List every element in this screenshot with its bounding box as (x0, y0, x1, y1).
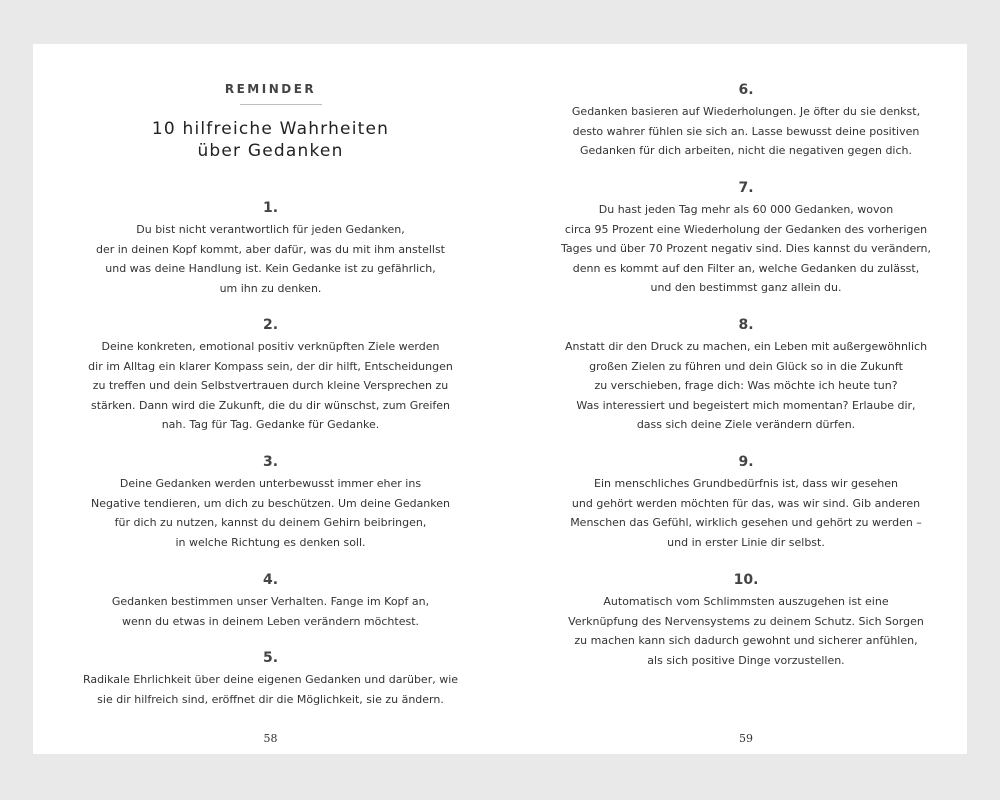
text-line: desto wahrer fühlen sie sich an. Lasse bewusst deine positiven (572, 124, 920, 138)
text-line: Gedanken bestimmen unser Verhalten. Fange im Kopf an, (111, 595, 430, 608)
title-line-1: 10 hilfreiche Wahrheiten (151, 119, 390, 139)
text-line: Automatisch vom Schlimmsten auszugehen ist eine (603, 595, 889, 608)
item-number: 1. (262, 200, 279, 216)
text-line: zu verschieben, frage dich: Was möchte ich heute tun? (594, 379, 898, 392)
text-line: Verknüpfung des Nervensystems zu deinem Schutz. Sich Sorgen (568, 614, 924, 628)
text-line: Du hast jeden Tag mehr als 60 000 Gedanken, wovon (598, 203, 894, 216)
text-line: und was deine Handlung ist. Kein Gedanke ist zu gefährlich, (105, 262, 436, 275)
text-line: Was interessiert und begeistert mich momentan? Erlaube dir, (576, 398, 916, 412)
item-number: 9. (738, 454, 754, 470)
reminder-label: REMINDER (224, 82, 317, 96)
truth-item-1 (58, 199, 483, 298)
book-spread (33, 44, 967, 754)
text-line: circa 95 Prozent eine Wiederholung der Gedanken des vorherigen (564, 222, 928, 236)
text-line: und in erster Linie dir selbst. (667, 535, 825, 549)
text-line: wenn du etwas in deinem Leben verändern möchtest. (121, 614, 420, 628)
truth-item-3 (58, 453, 483, 552)
truth-item-10 (541, 571, 951, 670)
text-line: Radikale Ehrlichkeit über deine eigenen Gedanken und darüber, wie (82, 673, 459, 686)
text-line: Deine konkreten, emotional positiv verknüpften Ziele werden (101, 340, 440, 353)
right-page (541, 44, 951, 754)
truth-item-2 (58, 316, 483, 435)
left-page (58, 44, 483, 754)
truth-item-9 (541, 453, 951, 552)
item-number: 7. (738, 180, 754, 196)
text-line: dass sich deine Ziele verändern dürfen. (636, 418, 856, 431)
text-line: Menschen das Gefühl, wirklich gesehen und gehört zu werden – (570, 516, 922, 529)
item-number: 6. (738, 82, 754, 98)
text-line: in welche Richtung es denken soll. (175, 535, 366, 549)
item-text (58, 220, 483, 298)
item-text (58, 670, 483, 709)
text-line: und gehört werden möchten für das, was wir sind. Gib anderen (571, 496, 921, 510)
item-number: 2. (262, 317, 279, 333)
text-line: Du bist nicht verantwortlich für jeden Gedanken, (136, 223, 405, 236)
item-text (541, 474, 951, 552)
text-line: der in deinen Kopf kommt, aber dafür, was du mit ihm anstellst (95, 242, 445, 256)
text-line: für dich zu nutzen, kannst du deinem Gehirn beibringen, (114, 516, 427, 529)
text-line: dir im Alltag ein klarer Kompass sein, der dir hilft, Entscheidungen (88, 359, 453, 373)
item-number: 4. (262, 572, 279, 588)
text-line: stärken. Dann wird die Zukunft, die du dir wünschst, zum Greifen (90, 398, 451, 412)
title-line-2: über Gedanken (197, 141, 344, 161)
item-number: 3. (262, 454, 279, 470)
item-number: 5. (262, 650, 279, 666)
truth-item-8 (541, 316, 951, 435)
text-line: Gedanken basieren auf Wiederholungen. Je öfter du sie denkst, (571, 105, 921, 118)
text-line: Ein menschliches Grundbedürfnis ist, dass wir gesehen (594, 477, 898, 490)
text-line: denn es kommt auf den Filter an, welche Gedanken du zulässt, (572, 261, 920, 275)
item-text (541, 337, 951, 435)
text-line: um ihn zu denken. (219, 281, 322, 295)
truth-item-6 (541, 81, 951, 161)
text-line: und den bestimmst ganz allein du. (650, 281, 842, 294)
item-number: 8. (738, 317, 754, 333)
text-line: als sich positive Dinge vorzustellen. (647, 653, 845, 667)
reminder-underline (240, 104, 322, 105)
item-text (58, 337, 483, 435)
item-text (58, 592, 483, 631)
page-number: 59 (739, 732, 753, 745)
item-text (541, 592, 951, 670)
text-line: zu treffen und dein Selbstvertrauen durch kleine Versprechen zu (92, 379, 449, 392)
text-line: großen Zielen zu führen und dein Glück so in die Zukunft (589, 359, 903, 373)
page-title (58, 118, 483, 162)
text-line: Gedanken für dich arbeiten, nicht die negativen gegen dich. (580, 144, 912, 157)
truth-item-4 (58, 571, 483, 631)
text-line: nah. Tag für Tag. Gedanke für Gedanke. (161, 418, 380, 431)
text-line: Deine Gedanken werden unterbewusst immer eher ins (119, 477, 422, 490)
truth-item-5 (58, 649, 483, 709)
text-line: Tages und über 70 Prozent negativ sind. Dies kannst du verändern, (560, 242, 932, 255)
item-text (541, 200, 951, 298)
truth-item-7 (541, 179, 951, 298)
text-line: zu machen kann sich dadurch gewohnt und sicherer anfühlen, (574, 634, 918, 647)
text-line: Anstatt dir den Druck zu machen, ein Leben mit außergewöhnlich (564, 340, 928, 353)
item-text (58, 474, 483, 552)
text-line: sie dir hilfreich sind, eröffnet dir die Möglichkeit, sie zu ändern. (97, 692, 444, 706)
item-text (541, 102, 951, 161)
page-number: 58 (263, 732, 278, 745)
text-line: Negative tendieren, um dich zu beschützen. Um deine Gedanken (90, 496, 450, 510)
item-number: 10. (733, 572, 759, 588)
